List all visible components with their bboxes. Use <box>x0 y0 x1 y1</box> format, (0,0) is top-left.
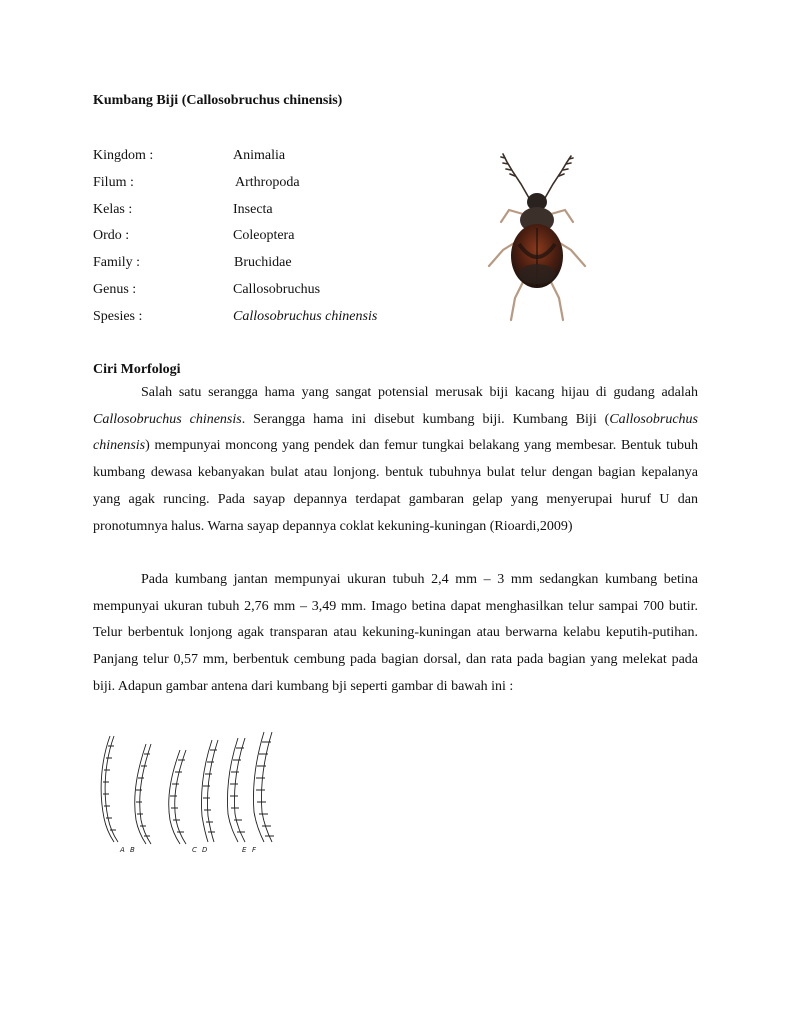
taxonomy-label: Filum : <box>93 175 134 190</box>
taxonomy-label: Spesies : <box>93 309 143 324</box>
beetle-photo <box>483 148 591 330</box>
taxonomy-value: Insecta <box>233 202 273 217</box>
taxonomy-value: Animalia <box>233 148 286 163</box>
paragraph-morfologi <box>93 380 698 540</box>
taxonomy-value: Callosobruchus chinensis <box>233 309 378 324</box>
antenna-label-b: B <box>130 846 135 854</box>
antenna-label-d: D <box>202 846 208 854</box>
taxonomy-value: Coleoptera <box>233 228 295 243</box>
taxonomy-label: Genus : <box>93 282 137 297</box>
taxonomy-value: Bruchidae <box>234 255 292 270</box>
paragraph-text: . Serangga hama ini disebut kumbang biji. Kumbang Biji ( <box>241 411 610 427</box>
taxonomy-label: Family : <box>93 255 141 270</box>
antenna-label-a: A <box>120 846 125 854</box>
antenna-label-e: E <box>242 846 247 854</box>
taxonomy-label: Ordo : <box>93 228 130 243</box>
species-name-italic: Callosobruchus chinensis <box>93 411 698 454</box>
page-title: Kumbang Biji (Callosobruchus chinensis) <box>93 93 343 108</box>
species-name-italic: Callosobruchus chinensis <box>93 411 242 427</box>
taxonomy-label: Kelas : <box>93 202 133 217</box>
taxonomy-value: Callosobruchus <box>233 282 321 297</box>
antenna-label-c: C <box>192 846 197 854</box>
paragraph-text: Salah satu serangga hama yang sangat potensial merusak biji kacang hijau di gudang adalah <box>141 385 698 400</box>
taxonomy-value: Arthropoda <box>235 175 300 190</box>
paragraph-text: ) mempunyai moncong yang pendek dan femur tungkai belakang yang membesar. Bentuk tubuh kumbang dewasa kebanyakan bulat atau lonjong. bentuk tubuhnya bulat telur dengan bagian kepalanya yang agak runcing. Pada sayap depannya terdapat gambaran gelap yang menyerupai huruf U dan pronotumnya halus. Warna sayap depannya coklat kekuning-kuningan (Rioardi,2009) <box>93 438 698 534</box>
paragraph-ukuran: Pada kumbang jantan mempunyai ukuran tubuh 2,4 mm – 3 mm sedangkan kumbang betina mempunyai ukuran tubuh 2,76 mm – 3,49 mm. Imago betina dapat menghasilkan telur sampai 700 butir. Telur berbentuk lonjong agak transparan atau kekuning-kuningan atau berwarna kelabu keputih-putihan. Panjang telur 0,57 mm, berbentuk cembung pada bagian dorsal, dan rata pada bagian yang melekat pada biji. Adapun gambar antena dari kumbang bji seperti gambar di bawah ini : <box>93 572 698 694</box>
antenna-label-f: F <box>252 846 257 854</box>
section-heading: Ciri Morfologi <box>93 362 181 377</box>
antenna-figure <box>88 728 278 854</box>
taxonomy-label: Kingdom : <box>93 148 154 163</box>
